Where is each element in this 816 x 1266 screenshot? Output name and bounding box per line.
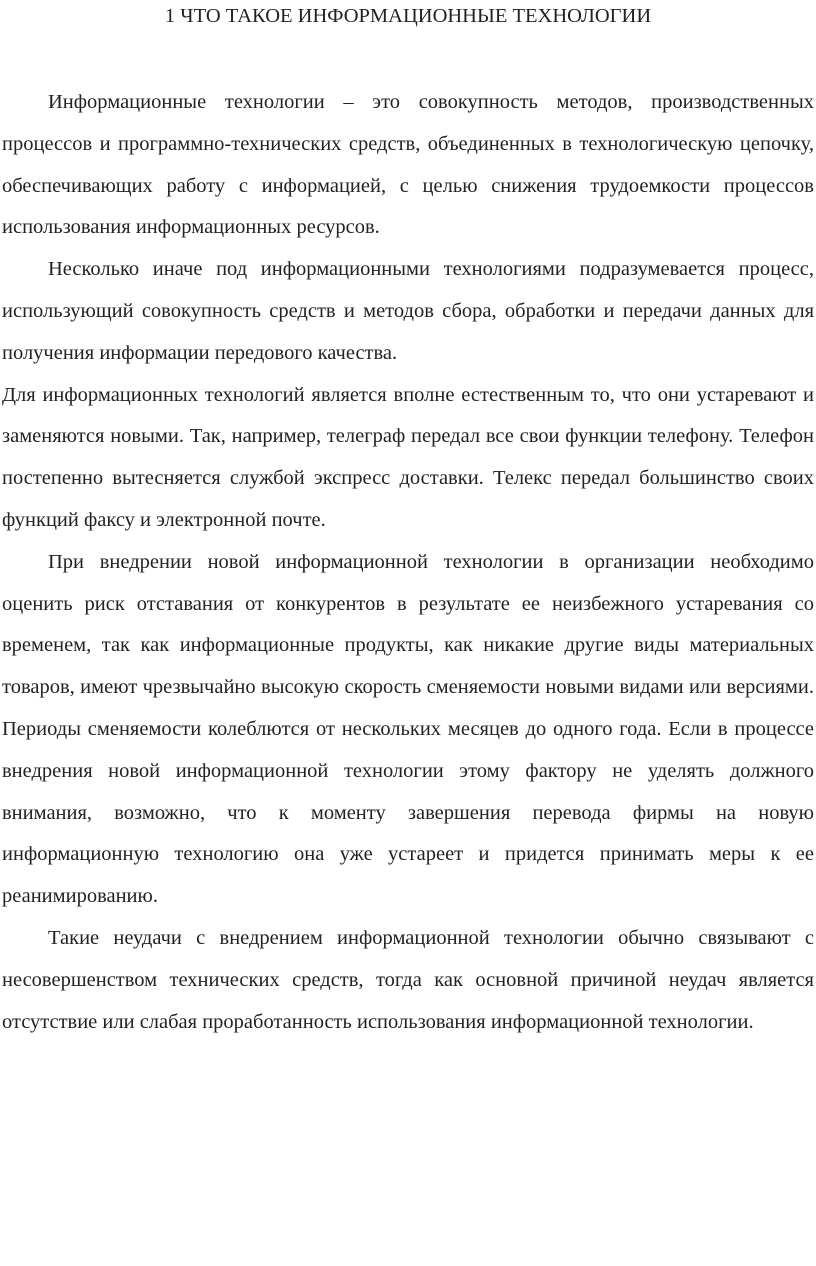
paragraph-5: Такие неудачи с внедрением информационной технологии обычно связывают с несовершенством технических средств, тогда как основной причиной неудач является отсутствие или слабая проработанность использования информационной технологии. [2,926,814,1033]
paragraph-1: Информационные технологии – это совокупность методов, производственных процессов и программно-технических средств, объединенных в технологическую цепочку, обеспечивающих работу с информацией, с целью снижения трудоемкости процессов использования информационных ресурсов. [2,91,814,239]
paragraph-2: Несколько иначе под информационными технологиями подразумевается процесс, использующий совокупность средств и методов сбора, обработки и передачи данных для получения информации передового качества. [2,258,814,364]
paragraph-4: При внедрении новой информационной технологии в организации необходимо оценить риск отставания от конкурентов в результате ее неизбежного устаревания со временем, так как информационные продукты, как никакие другие виды материальных товаров, имеют чрезвычайно высокую скорость сменяемости новыми видами или версиями. Периоды сменяемости колеблются от нескольких месяцев до одного года. Если в процессе внедрения новой информационной технологии этому фактору не уделять должного внимания, возможно, что к моменту завершения перевода фирмы на новую информационную технологию она уже устареет и придется принимать меры к ее реанимированию. [2,550,814,908]
paragraph-3: Для информационных технологий является вполне естественным то, что они устаревают и заменяются новыми. Так, например, телеграф передал все свои функции телефону. Телефон постепенно вытесняется службой экспресс доставки. Телекс передал большинство своих функций факсу и электронной почте. [2,383,814,531]
page-title: 1 ЧТО ТАКОЕ ИНФОРМАЦИОННЫЕ ТЕХНОЛОГИИ [164,5,652,27]
